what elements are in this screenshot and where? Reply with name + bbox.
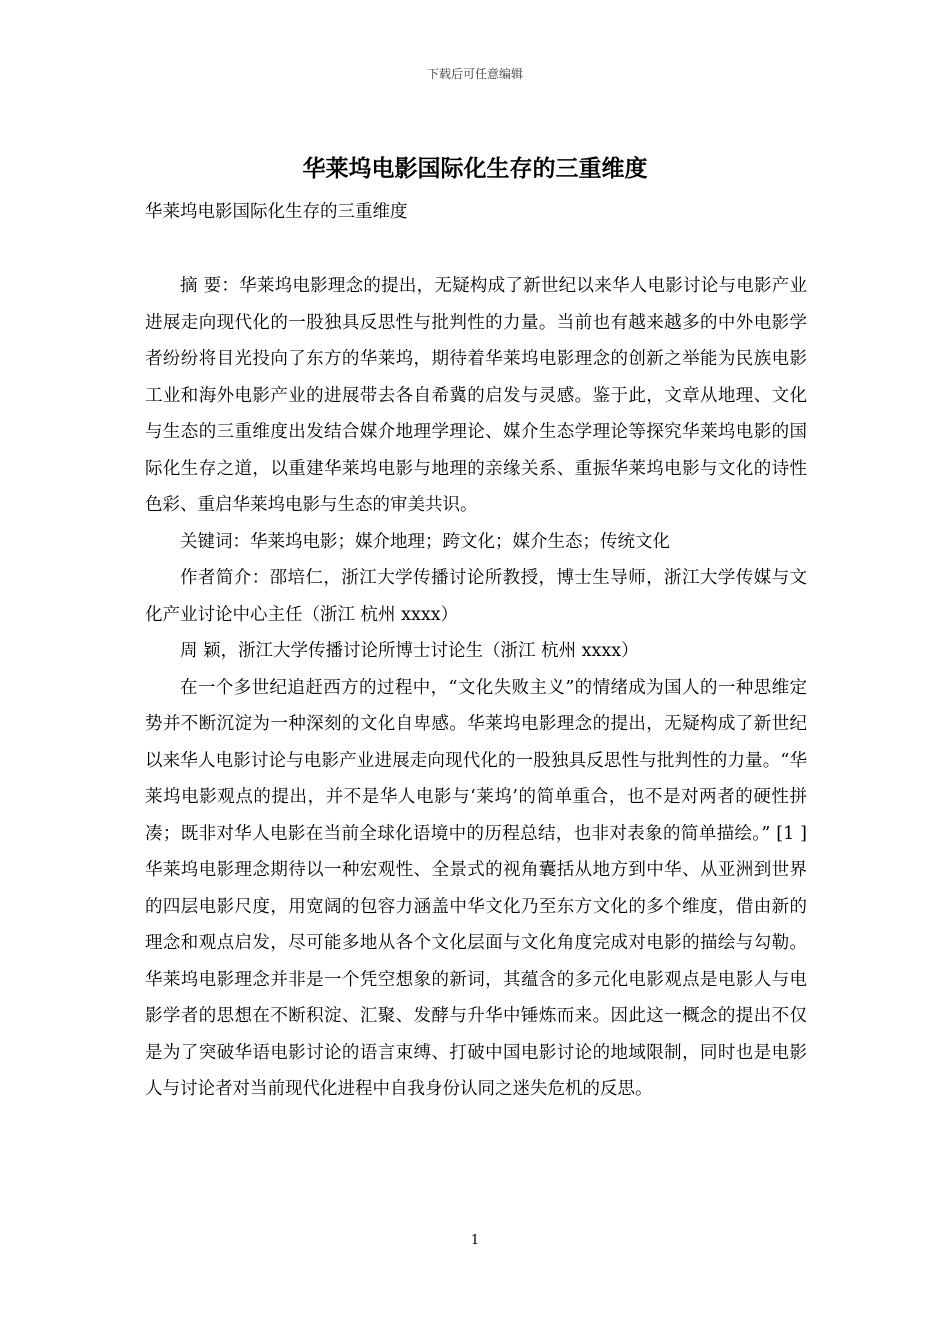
page-number: 1 [470,1233,480,1248]
header-note: 下载后可任意编辑 [426,67,523,81]
body-text [145,268,807,1108]
author-bio-paragraph: 作者简介：邵培仁，浙江大学传播讨论所教授，博士生导师，浙江大学传媒与文化产业讨论中心主任（浙江 杭州 xxxx） [145,568,807,625]
document-title: 华莱坞电影国际化生存的三重维度 [302,156,648,182]
second-author-paragraph: 周 颖，浙江大学传播讨论所博士讨论生（浙江 杭州 xxxx） [180,641,639,661]
document-subtitle: 华莱坞电影国际化生存的三重维度 [145,202,408,222]
keywords-paragraph: 关键词：华莱坞电影；媒介地理；跨文化；媒介生态；传统文化 [180,531,670,552]
abstract-paragraph: 摘 要：华莱坞电影理念的提出，无疑构成了新世纪以来华人电影讨论与电影产业进展走向现代化的一股独具反思性与批判性的力量。当前也有越来越多的中外电影学者纷纷将目光投向了东方的华莱坞，期待着华莱坞电影理念的创新之举能为民族电影工业和海外电影产业的进展带去各自希冀的启发与灵感。鉴于此，文章从地理、文化与生态的三重维度出发结合媒介地理学理论、媒介生态学理论等探究华莱坞电影的国际化生存之道，以重建华莱坞电影与地理的亲缘关系、重振华莱坞电影与文化的诗性色彩、重启华莱坞电影与生态的审美共识。 [145,276,807,515]
intro-paragraph: 在一个多世纪追赶西方的过程中，“文化失败主义”的情绪成为国人的一种思维定势并不断沉淀为一种深刻的文化自卑感。华莱坞电影理念的提出，无疑构成了新世纪以来华人电影讨论与电影产业进展走向现代化的一股独具反思性与批判性的力量。“华莱坞电影观点的提出，并不是华人电影与‘莱坞’的简单重合，也不是对两者的硬性拼凑；既非对华人电影在当前全球化语境中的历程总结，也非对表象的简单描绘。” [1 ]华莱坞电影理念期待以一种宏观性、全景式的视角囊括从地方到中华、从亚洲到世界的四层电影尺度，用宽阔的包容力涵盖中华文化乃至东方文化的多个维度，借由新的理念和观点启发，尽可能多地从各个文化层面与文化角度完成对电影的描绘与勾勒。华莱坞电影理念并非是一个凭空想象的新词，其蕴含的多元化电影观点是电影人与电影学者的思想在不断积淀、汇聚、发酵与升华中锤炼而来。因此这一概念的提出不仅是为了突破华语电影讨论的语言束缚、打破中国电影讨论的地域限制，同时也是电影人与讨论者对当前现代化进程中自我身份认同之迷失危机的反思。 [145,677,807,1099]
